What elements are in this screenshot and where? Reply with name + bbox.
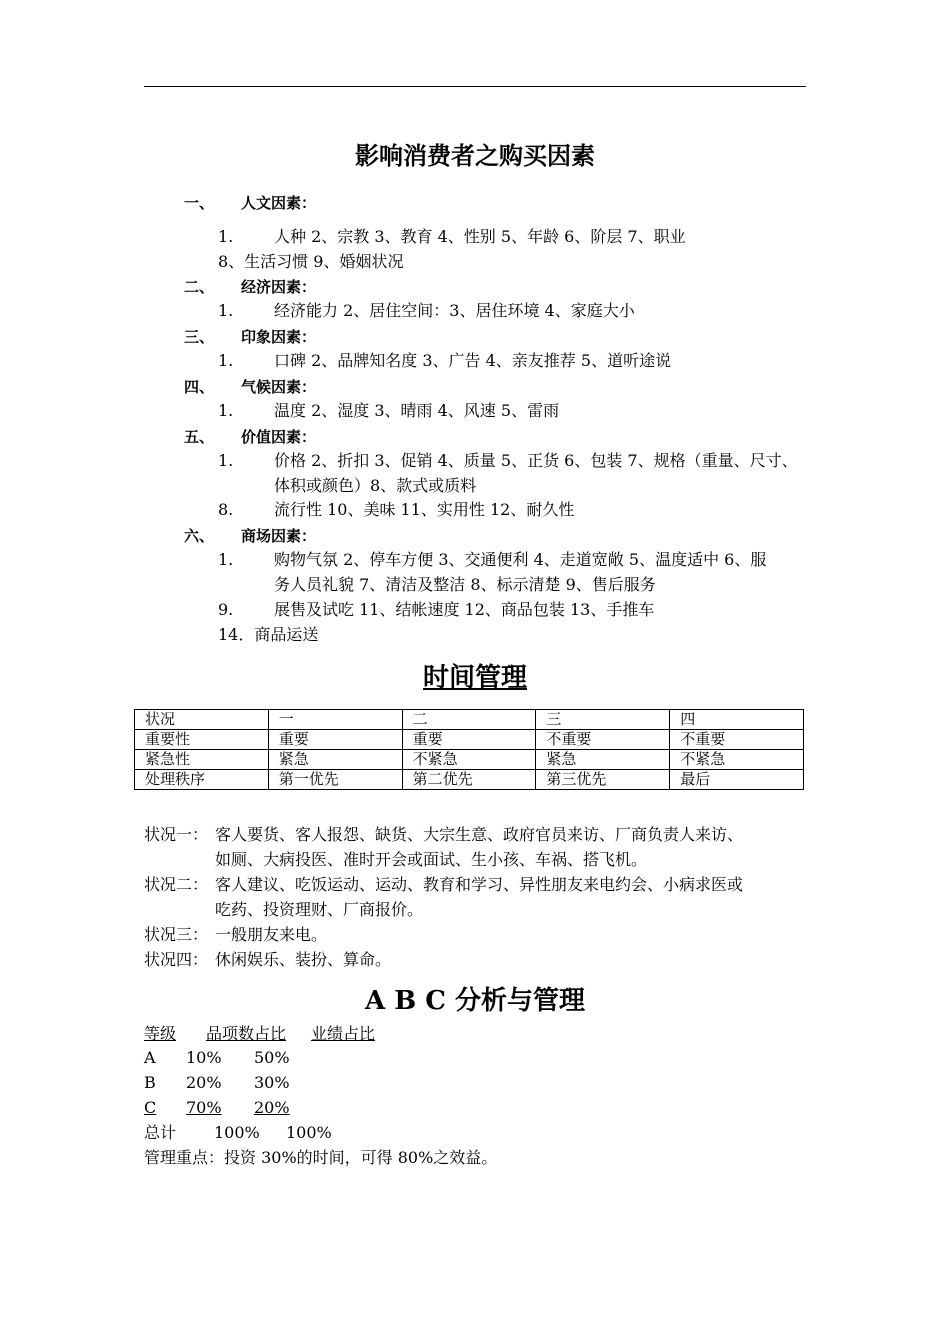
item-text: 温度 2、湿度 3、晴雨 4、风速 5、雷雨 (274, 401, 560, 420)
abc-item-ratio: 20% (186, 1073, 222, 1092)
item-text: 流行性 10、美味 11、实用性 12、耐久性 (274, 500, 575, 519)
situation-1-label: 状况一： (144, 825, 209, 844)
item-text: 购物气氛 2、停车方便 3、交通便利 4、走道宽敞 5、温度适中 6、服 (274, 550, 767, 569)
abc-total-sales-ratio: 100% (286, 1123, 332, 1142)
table-cell: 紧急 (268, 750, 402, 770)
abc-grade: B (144, 1073, 156, 1092)
abc-total-item-ratio: 100% (214, 1123, 260, 1142)
section-3-label: 印象因素： (241, 328, 317, 346)
abc-item-ratio: 70% (186, 1098, 222, 1117)
situation-text: 休闲娱乐、装扮、算命。 (215, 950, 392, 969)
title-time-management: 时间管理 (422, 663, 527, 693)
table-cell: 第二优先 (402, 770, 536, 790)
item-number: 1. (218, 351, 234, 370)
item-text: 人种 2、宗教 3、教育 4、性别 5、年龄 6、阶层 7、职业 (274, 227, 686, 246)
item-number: 8. (218, 500, 234, 519)
item-number: 1. (218, 401, 234, 420)
item-number: 9. (218, 600, 234, 619)
item-text: 价格 2、折扣 3、促销 4、质量 5、正货 6、包装 7、规格（重量、尺寸、 (274, 451, 798, 470)
abc-total-label: 总计 (144, 1123, 177, 1142)
table-cell: 不紧急 (402, 750, 536, 770)
item-text: 经济能力 2、居住空间：3、居住环境 4、家庭大小 (274, 301, 635, 320)
table-cell: 重要 (402, 730, 536, 750)
situation-text: 一般朋友来电。 (215, 925, 328, 944)
item-text: 体积或颜色）8、款式或质料 (274, 476, 477, 495)
table-cell: 一 (268, 710, 402, 730)
abc-management-note: 管理重点：投资 30%的时间，可得 80%之效益。 (144, 1148, 498, 1167)
table-cell: 紧急 (536, 750, 670, 770)
abc-sales-ratio: 20% (254, 1098, 290, 1117)
situation-4-label: 状况四： (144, 950, 209, 969)
table-cell: 重要 (268, 730, 402, 750)
section-6-label: 商场因素： (241, 527, 317, 545)
item-text: 14．商品运送 (218, 625, 319, 644)
item-text: 展售及试吃 11、结帐速度 12、商品包装 13、手推车 (274, 600, 655, 619)
situation-3-label: 状况三： (144, 925, 209, 944)
section-4-label: 气候因素： (241, 378, 317, 396)
table-cell: 不重要 (536, 730, 670, 750)
section-5-label: 价值因素： (241, 428, 317, 446)
item-text: 8、生活习惯 9、婚姻状况 (218, 252, 404, 271)
section-2-label: 经济因素： (241, 278, 317, 296)
header-rule (144, 86, 806, 87)
section-6-number: 六、 (184, 527, 215, 545)
table-cell: 重要性 (135, 730, 269, 750)
table-cell: 第三优先 (536, 770, 670, 790)
situation-text: 客人建议、吃饭运动、运动、教育和学习、异性朋友来电约会、小病求医或 (215, 875, 744, 894)
table-row (135, 730, 804, 750)
abc-sales-ratio: 30% (254, 1073, 290, 1092)
table-cell: 最后 (670, 770, 804, 790)
table-cell: 紧急性 (135, 750, 269, 770)
item-number: 1. (218, 227, 234, 246)
table-cell: 不紧急 (670, 750, 804, 770)
abc-header-item-ratio: 品项数占比 (206, 1024, 287, 1043)
table-row (135, 770, 804, 790)
section-1-number: 一、 (184, 194, 215, 212)
situation-text: 如厕、大病投医、准时开会或面试、生小孩、车祸、搭飞机。 (215, 850, 648, 869)
time-management-table (134, 709, 804, 790)
section-5-number: 五、 (184, 428, 215, 446)
situation-2-label: 状况二： (144, 875, 209, 894)
title-abc-analysis: A B C 分析与管理 (365, 986, 585, 1016)
item-text: 务人员礼貌 7、清洁及整洁 8、标示清楚 9、售后服务 (274, 575, 656, 594)
item-number: 1. (218, 451, 234, 470)
table-cell: 三 (536, 710, 670, 730)
table-cell: 不重要 (670, 730, 804, 750)
item-number: 1. (218, 301, 234, 320)
abc-item-ratio: 10% (186, 1048, 222, 1067)
table-cell: 四 (670, 710, 804, 730)
table-cell: 状况 (135, 710, 269, 730)
situation-text: 吃药、投资理财、厂商报价。 (215, 900, 424, 919)
section-1-label: 人文因素： (241, 194, 317, 212)
section-2-number: 二、 (184, 278, 215, 296)
item-text: 口碑 2、品牌知名度 3、广告 4、亲友推荐 5、道听途说 (274, 351, 672, 370)
situation-text: 客人要货、客人报怨、缺货、大宗生意、政府官员来访、厂商负责人来访、 (215, 825, 744, 844)
table-row (135, 710, 804, 730)
abc-grade: A (144, 1048, 156, 1067)
table-cell: 二 (402, 710, 536, 730)
title-purchase-factors: 影响消费者之购买因素 (355, 141, 595, 170)
abc-header-grade: 等级 (144, 1024, 177, 1043)
abc-header-sales-ratio: 业绩占比 (311, 1024, 376, 1043)
table-row (135, 750, 804, 770)
section-4-number: 四、 (184, 378, 215, 396)
table-cell: 第一优先 (268, 770, 402, 790)
section-3-number: 三、 (184, 328, 215, 346)
item-number: 1. (218, 550, 234, 569)
table-cell: 处理秩序 (135, 770, 269, 790)
abc-grade: C (144, 1098, 157, 1117)
abc-sales-ratio: 50% (254, 1048, 290, 1067)
